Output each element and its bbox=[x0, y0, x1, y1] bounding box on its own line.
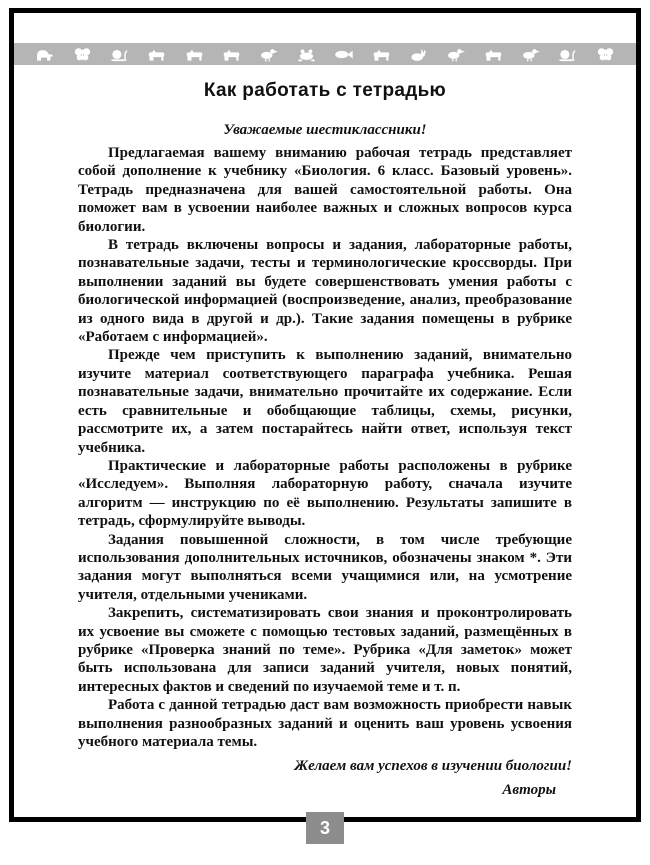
goose-icon bbox=[258, 47, 279, 62]
horse-icon bbox=[146, 47, 167, 62]
salutation-line: Уважаемые шестиклассники! bbox=[223, 122, 427, 138]
paragraph: Предлагаемая вашему вниманию рабочая тетрадь представляет собой дополнение к учебнику «Биология. 6 класс. Базовый уровень». Тетрадь предназначена для вашей самостоятельной работы. Она поможет вам в усвоении наиболее важных и сложных вопросов курса биологии. bbox=[78, 145, 572, 235]
paragraph: Закрепить, систематизировать свои знания и проконтролировать их усвоение вы сможете с помощью тестовых заданий, размещённых в рубрике «Проверка знаний по теме». Рубрика «Для заметок» может быть использована для записи заданий учителя, новых понятий, интересных фактов и сведений по изучаемой теме и т. п. bbox=[78, 605, 572, 695]
butterfly-icon bbox=[595, 47, 616, 62]
fish-icon bbox=[333, 47, 354, 62]
elephant-icon bbox=[34, 47, 55, 62]
paragraph: Задания повышенной сложности, в том числе требующие использования дополнительных источников, обозначены знаком *. Эти задания могут выполняться всеми учащимися или, на усмотрение учителя, отдельными учениками. bbox=[78, 531, 572, 603]
camel-icon bbox=[184, 47, 205, 62]
page-content bbox=[14, 122, 636, 800]
paragraph: Работа с данной тетрадью даст вам возможность приобрести навык выполнения разнообразных заданий и оценить ваш уровень усвоения учебного материала темы. bbox=[78, 697, 572, 750]
frog-icon bbox=[296, 47, 317, 62]
page-border-frame bbox=[9, 8, 641, 822]
butterfly-icon bbox=[72, 47, 93, 62]
dog-icon bbox=[221, 47, 242, 62]
snail-icon bbox=[109, 47, 130, 62]
paragraph: В тетрадь включены вопросы и задания, лабораторные работы, познавательные задачи, тесты и терминологические кроссворды. При выполнении заданий вы будете совершенствовать умения работы с биологической информацией (воспроизведение, анализ, преобразование из одного вида в другой и др.). Такие задания помещены в рубрике «Работаем с информацией». bbox=[78, 237, 572, 346]
deer-icon bbox=[483, 47, 504, 62]
rooster-icon bbox=[520, 47, 541, 62]
page-number-badge: 3 bbox=[306, 812, 344, 844]
animal-silhouette-band bbox=[14, 43, 636, 65]
rabbit-icon bbox=[408, 47, 429, 62]
authors-signature: Авторы bbox=[502, 782, 556, 799]
cat-icon bbox=[371, 47, 392, 62]
paragraph: Практические и лабораторные работы расположены в рубрике «Исследуем». Выполняя лабораторную работу, сначала изучите алгоритм — инструкцию по её выполнению. Результаты запишите в тетрадь, сформулируйте выводы. bbox=[78, 457, 572, 530]
bird-icon bbox=[445, 47, 466, 62]
paragraph: Прежде чем приступить к выполнению заданий, внимательно изучите материал соответствующего параграфа учебника. Решая познавательные задачи, внимательно прочитайте их содержание. Если есть сравнительные и обобщающие таблицы, схемы, рисунки, рассмотрите их, а затем постарайтесь найти ответ, используя текст учебника. bbox=[78, 347, 572, 456]
page-title: Как работать с тетрадью bbox=[203, 80, 447, 101]
closing-line: Желаем вам успехов в изучении биологии! bbox=[294, 758, 572, 775]
snail-icon bbox=[557, 47, 578, 62]
